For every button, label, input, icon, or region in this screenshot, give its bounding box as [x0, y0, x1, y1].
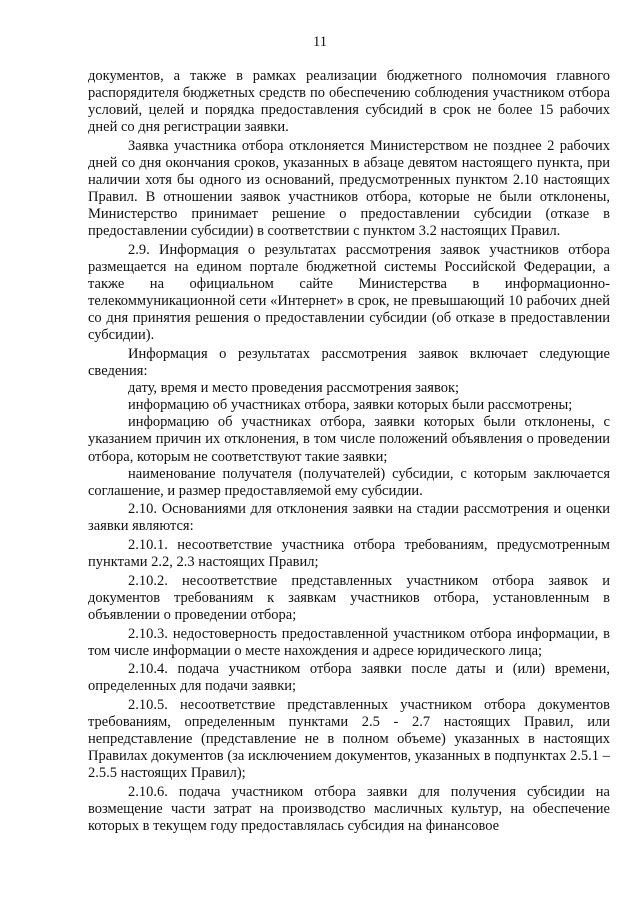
paragraph-2-10-2: 2.10.2. несоответствие представленных участником отбора заявок и документов требованиям к заявкам участников отбора, установленным в объявлении о проведении отбора;: [88, 572, 610, 623]
list-item: информацию об участниках отбора, заявки которых были рассмотрены;: [128, 397, 573, 414]
paragraph-2-10-4: 2.10.4. подача участником отбора заявки после даты и (или) времени, определенных для подачи заявки;: [88, 661, 610, 695]
paragraph-info-includes: Информация о результатах рассмотрения заявок включает следующие сведения:: [88, 346, 610, 380]
paragraph-2-10-3: 2.10.3. недостоверность предоставленной участником отбора информации, в том числе информации о месте нахождения и адресе юридического лица;: [88, 625, 610, 659]
paragraph-continuation: документов, а также в рамках реализации бюджетного полномочия главного распорядителя бюджетных средств по обеспечению соблюдения участником отбора условий, целей и порядка предоставления субсидий в срок не более 15 рабочих дней со дня регистрации заявки.: [88, 68, 610, 136]
paragraph-2-10-6: 2.10.6. подача участником отбора заявки для получения субсидии на возмещение части затрат на производство масличных культур, на обеспечение которых в текущем году предоставлялась субсидия на финансовое: [88, 783, 610, 835]
paragraph-2-10-1: 2.10.1. несоответствие участника отбора требованиям, предусмотренным пунктами 2.2, 2.3 настоящих Правил;: [88, 537, 610, 571]
list-item: информацию об участниках отбора, заявки которых были отклонены, с указанием причин их отклонения, в том числе положений объявления о проведении отбора, которым не соответствуют такие заявки;: [88, 414, 610, 465]
paragraph-2-10: 2.10. Основаниями для отклонения заявки на стадии рассмотрения и оценки заявки являются:: [88, 501, 610, 535]
paragraph-2-9: 2.9. Информация о результатах рассмотрения заявок участников отбора размещается на едином портале бюджетной системы Российской Федерации, а также на официальном сайте Министерства в информационно-телекоммуникационной сети «Интернет» в срок, не превышающий 10 рабочих дней со дня принятия решения о предоставлении субсидии (об отказе в предоставлении субсидии).: [88, 241, 610, 344]
document-body: [88, 68, 610, 835]
paragraph-2-10-5: 2.10.5. несоответствие представленных участником отбора документов требованиям, определенным пунктами 2.5 - 2.7 настоящих Правил, или непредставление (представление не в полном объеме) указанных в настоящих Правилах документов (за исключением документов, указанных в подпунктах 2.5.1 – 2.5.5 настоящих Правил);: [88, 696, 610, 782]
list-item: дату, время и место проведения рассмотрения заявок;: [128, 380, 460, 397]
page-number: 11: [313, 34, 327, 50]
paragraph-rejection: Заявка участника отбора отклоняется Министерством не позднее 2 рабочих дней со дня окончания сроков, указанных в абзаце девятом настоящего пункта, при наличии хотя бы одного из оснований, предусмотренных пунктом 2.10 настоящих Правил. В отношении заявок участников отбора, которые не были отклонены, Министерство принимает решение о предоставлении субсидии (отказе в предоставлении субсидии) в соответствии с пунктом 3.2 настоящих Правил.: [88, 137, 610, 240]
list-item: наименование получателя (получателей) субсидии, с которым заключается соглашение, и размер предоставляемой ему субсидии.: [88, 465, 610, 499]
